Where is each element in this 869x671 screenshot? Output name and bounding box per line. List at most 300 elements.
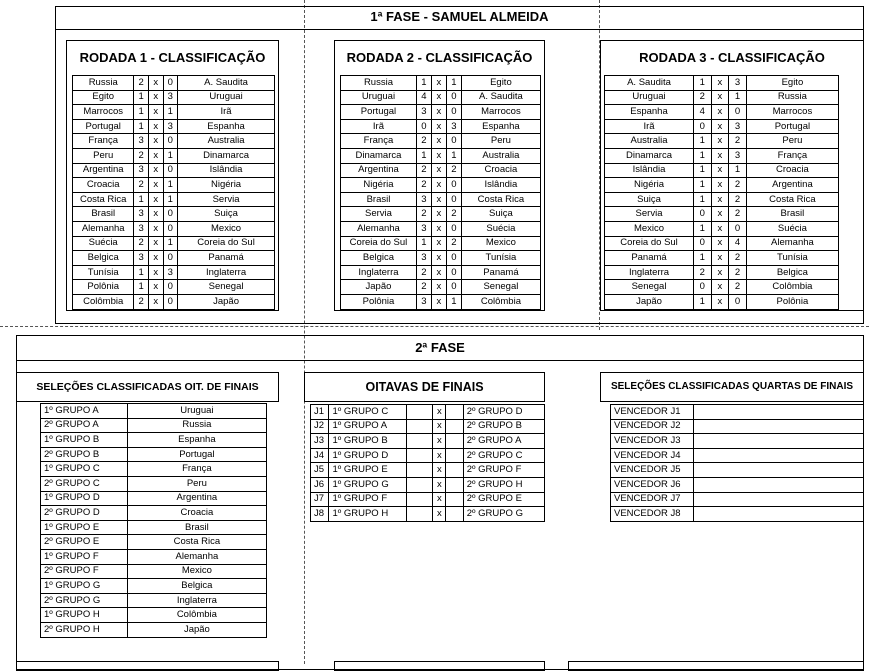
table-cell[interactable]: 2: [729, 251, 747, 266]
table-cell[interactable]: Egito: [746, 76, 838, 91]
table-cell[interactable]: 2º GRUPO E: [41, 535, 128, 550]
table-cell[interactable]: Islândia: [178, 163, 275, 178]
table-cell[interactable]: Colômbia: [73, 294, 134, 309]
table-cell[interactable]: [693, 463, 863, 478]
table-cell[interactable]: 3: [416, 251, 431, 266]
table-cell[interactable]: Japão: [178, 294, 275, 309]
table-cell[interactable]: 1: [694, 192, 712, 207]
table-cell[interactable]: x: [431, 251, 446, 266]
table-cell[interactable]: 2: [416, 280, 431, 295]
table-cell[interactable]: 2: [416, 207, 431, 222]
table-cell[interactable]: 1: [694, 134, 712, 149]
table-cell[interactable]: Suécia: [461, 221, 540, 236]
table-cell[interactable]: Tunísia: [73, 265, 134, 280]
table-cell[interactable]: Egito: [461, 76, 540, 91]
table-cell[interactable]: Dinamarca: [178, 148, 275, 163]
table-cell[interactable]: 0: [729, 105, 747, 120]
table-cell[interactable]: 2: [446, 236, 461, 251]
table-cell[interactable]: 2: [446, 163, 461, 178]
table-cell[interactable]: 3: [729, 148, 747, 163]
table-cell[interactable]: 1: [134, 105, 149, 120]
table-cell[interactable]: 1º GRUPO B: [41, 433, 128, 448]
table-cell[interactable]: Russia: [73, 76, 134, 91]
table-cell[interactable]: Espanha: [178, 119, 275, 134]
table-cell[interactable]: 1: [163, 236, 178, 251]
table-cell[interactable]: Egito: [73, 90, 134, 105]
table-cell[interactable]: Servia: [341, 207, 417, 222]
table-cell[interactable]: Argentina: [746, 178, 838, 193]
table-cell[interactable]: Croacia: [461, 163, 540, 178]
table-cell[interactable]: x: [148, 192, 163, 207]
table-cell[interactable]: Nigéria: [341, 178, 417, 193]
table-cell[interactable]: VENCEDOR J5: [611, 463, 694, 478]
table-cell[interactable]: Dinamarca: [341, 148, 417, 163]
table-cell[interactable]: 2º GRUPO F: [463, 463, 544, 478]
table-cell[interactable]: 3: [416, 192, 431, 207]
table-cell[interactable]: 3: [134, 207, 149, 222]
table-cell[interactable]: Argentina: [127, 491, 266, 506]
table-cell[interactable]: x: [431, 265, 446, 280]
table-cell[interactable]: Costa Rica: [746, 192, 838, 207]
table-cell[interactable]: 1º GRUPO H: [41, 608, 128, 623]
table-cell[interactable]: x: [148, 105, 163, 120]
table-cell[interactable]: 0: [163, 280, 178, 295]
table-cell[interactable]: 1º GRUPO G: [41, 579, 128, 594]
table-cell[interactable]: Panamá: [178, 251, 275, 266]
table-cell[interactable]: x: [431, 280, 446, 295]
table-cell[interactable]: 2: [446, 207, 461, 222]
table-cell[interactable]: Australia: [605, 134, 694, 149]
table-cell[interactable]: Espanha: [127, 433, 266, 448]
table-cell[interactable]: x: [433, 448, 446, 463]
table-cell[interactable]: 0: [163, 294, 178, 309]
table-cell[interactable]: 1: [134, 119, 149, 134]
table-cell[interactable]: 0: [163, 221, 178, 236]
table-cell[interactable]: 1: [446, 148, 461, 163]
table-cell[interactable]: [446, 434, 463, 449]
table-cell[interactable]: Argentina: [341, 163, 417, 178]
table-cell[interactable]: VENCEDOR J7: [611, 492, 694, 507]
table-cell[interactable]: x: [148, 76, 163, 91]
table-cell[interactable]: [446, 405, 463, 420]
table-cell[interactable]: x: [711, 134, 729, 149]
table-cell[interactable]: 2: [729, 178, 747, 193]
table-cell[interactable]: x: [431, 178, 446, 193]
table-cell[interactable]: [407, 507, 433, 522]
table-cell[interactable]: x: [433, 419, 446, 434]
table-cell[interactable]: Uruguai: [127, 404, 266, 419]
table-cell[interactable]: Brasil: [127, 520, 266, 535]
table-cell[interactable]: Alemanha: [127, 549, 266, 564]
table-cell[interactable]: 1º GRUPO F: [329, 492, 407, 507]
table-cell[interactable]: Suiça: [461, 207, 540, 222]
table-cell[interactable]: [693, 434, 863, 449]
table-cell[interactable]: 1º GRUPO E: [329, 463, 407, 478]
table-cell[interactable]: 2º GRUPO D: [41, 506, 128, 521]
table-cell[interactable]: x: [148, 207, 163, 222]
table-cell[interactable]: A. Saudita: [605, 76, 694, 91]
table-cell[interactable]: J6: [311, 477, 329, 492]
table-cell[interactable]: Belgica: [73, 251, 134, 266]
table-cell[interactable]: 2º GRUPO A: [463, 434, 544, 449]
table-cell[interactable]: Panamá: [461, 265, 540, 280]
table-cell[interactable]: Panamá: [605, 251, 694, 266]
table-cell[interactable]: x: [148, 178, 163, 193]
table-cell[interactable]: x: [148, 163, 163, 178]
table-cell[interactable]: x: [148, 90, 163, 105]
table-cell[interactable]: França: [341, 134, 417, 149]
table-cell[interactable]: 1º GRUPO A: [329, 419, 407, 434]
table-cell[interactable]: 2: [416, 178, 431, 193]
table-cell[interactable]: Suécia: [746, 221, 838, 236]
table-cell[interactable]: VENCEDOR J1: [611, 405, 694, 420]
table-cell[interactable]: 0: [729, 294, 747, 309]
table-cell[interactable]: 2: [134, 236, 149, 251]
table-cell[interactable]: Coreia do Sul: [341, 236, 417, 251]
table-cell[interactable]: Peru: [746, 134, 838, 149]
table-cell[interactable]: x: [711, 265, 729, 280]
table-cell[interactable]: 1: [416, 148, 431, 163]
table-cell[interactable]: [446, 419, 463, 434]
table-cell[interactable]: Croacia: [127, 506, 266, 521]
table-cell[interactable]: 3: [416, 294, 431, 309]
table-cell[interactable]: Costa Rica: [127, 535, 266, 550]
table-cell[interactable]: 1º GRUPO D: [41, 491, 128, 506]
table-cell[interactable]: x: [148, 294, 163, 309]
table-cell[interactable]: 0: [446, 105, 461, 120]
table-cell[interactable]: x: [148, 221, 163, 236]
table-cell[interactable]: 1: [134, 192, 149, 207]
table-cell[interactable]: x: [711, 221, 729, 236]
table-cell[interactable]: [693, 507, 863, 522]
table-cell[interactable]: x: [148, 119, 163, 134]
table-cell[interactable]: Islândia: [461, 178, 540, 193]
table-cell[interactable]: Dinamarca: [605, 148, 694, 163]
table-cell[interactable]: 2: [134, 148, 149, 163]
table-cell[interactable]: Australia: [461, 148, 540, 163]
table-cell[interactable]: [693, 405, 863, 420]
table-cell[interactable]: Irã: [341, 119, 417, 134]
table-cell[interactable]: 2: [134, 76, 149, 91]
table-cell[interactable]: Brasil: [746, 207, 838, 222]
table-cell[interactable]: Polônia: [73, 280, 134, 295]
table-cell[interactable]: 2: [134, 294, 149, 309]
table-cell[interactable]: [693, 477, 863, 492]
table-cell[interactable]: 4: [729, 236, 747, 251]
table-cell[interactable]: x: [433, 463, 446, 478]
table-cell[interactable]: 2: [729, 192, 747, 207]
table-cell[interactable]: Japão: [127, 622, 266, 637]
table-cell[interactable]: Inglaterra: [341, 265, 417, 280]
table-cell[interactable]: Peru: [461, 134, 540, 149]
table-cell[interactable]: 1º GRUPO H: [329, 507, 407, 522]
table-cell[interactable]: x: [711, 280, 729, 295]
table-cell[interactable]: Alemanha: [341, 221, 417, 236]
table-cell[interactable]: 1º GRUPO B: [329, 434, 407, 449]
table-cell[interactable]: 2º GRUPO B: [41, 447, 128, 462]
table-cell[interactable]: 3: [134, 134, 149, 149]
table-cell[interactable]: 1: [163, 105, 178, 120]
table-cell[interactable]: 0: [446, 90, 461, 105]
table-cell[interactable]: x: [148, 134, 163, 149]
table-cell[interactable]: 0: [163, 134, 178, 149]
table-cell[interactable]: x: [711, 178, 729, 193]
table-cell[interactable]: Inglaterra: [605, 265, 694, 280]
table-cell[interactable]: [446, 448, 463, 463]
table-cell[interactable]: x: [433, 507, 446, 522]
table-cell[interactable]: Russia: [746, 90, 838, 105]
table-cell[interactable]: Servia: [605, 207, 694, 222]
table-cell[interactable]: Marrocos: [461, 105, 540, 120]
table-cell[interactable]: 2º GRUPO C: [463, 448, 544, 463]
table-cell[interactable]: x: [711, 251, 729, 266]
table-cell[interactable]: 3: [134, 163, 149, 178]
table-cell[interactable]: Irã: [605, 119, 694, 134]
table-cell[interactable]: 1º GRUPO D: [329, 448, 407, 463]
table-cell[interactable]: Alemanha: [73, 221, 134, 236]
table-cell[interactable]: J2: [311, 419, 329, 434]
table-cell[interactable]: Croacia: [746, 163, 838, 178]
table-cell[interactable]: 0: [694, 119, 712, 134]
table-cell[interactable]: 0: [163, 251, 178, 266]
table-cell[interactable]: Belgica: [341, 251, 417, 266]
table-cell[interactable]: 3: [163, 119, 178, 134]
table-cell[interactable]: 2º GRUPO C: [41, 476, 128, 491]
table-cell[interactable]: x: [433, 477, 446, 492]
table-cell[interactable]: 1: [694, 76, 712, 91]
table-cell[interactable]: 0: [446, 251, 461, 266]
table-cell[interactable]: Marrocos: [73, 105, 134, 120]
table-cell[interactable]: 0: [163, 163, 178, 178]
table-cell[interactable]: x: [431, 221, 446, 236]
table-cell[interactable]: 0: [416, 119, 431, 134]
table-cell[interactable]: x: [431, 148, 446, 163]
table-cell[interactable]: Argentina: [73, 163, 134, 178]
table-cell[interactable]: 1º GRUPO A: [41, 404, 128, 419]
table-cell[interactable]: [693, 448, 863, 463]
table-cell[interactable]: Suiça: [605, 192, 694, 207]
table-cell[interactable]: 3: [134, 221, 149, 236]
table-cell[interactable]: Australia: [178, 134, 275, 149]
table-cell[interactable]: Senegal: [605, 280, 694, 295]
table-cell[interactable]: Brasil: [341, 192, 417, 207]
table-cell[interactable]: Nigéria: [605, 178, 694, 193]
table-cell[interactable]: 1: [134, 90, 149, 105]
table-cell[interactable]: x: [711, 76, 729, 91]
table-cell[interactable]: Inglaterra: [127, 593, 266, 608]
table-cell[interactable]: 1º GRUPO C: [41, 462, 128, 477]
table-cell[interactable]: 0: [446, 265, 461, 280]
table-cell[interactable]: x: [148, 280, 163, 295]
table-cell[interactable]: 0: [694, 236, 712, 251]
table-cell[interactable]: J7: [311, 492, 329, 507]
table-cell[interactable]: 3: [163, 90, 178, 105]
table-cell[interactable]: 2º GRUPO H: [41, 622, 128, 637]
table-cell[interactable]: 1: [134, 280, 149, 295]
table-cell[interactable]: x: [431, 105, 446, 120]
table-cell[interactable]: x: [433, 405, 446, 420]
table-cell[interactable]: 2: [729, 265, 747, 280]
table-cell[interactable]: Irã: [178, 105, 275, 120]
table-cell[interactable]: [693, 419, 863, 434]
table-cell[interactable]: 2º GRUPO A: [41, 418, 128, 433]
table-cell[interactable]: x: [148, 236, 163, 251]
table-cell[interactable]: x: [431, 192, 446, 207]
table-cell[interactable]: 3: [729, 119, 747, 134]
table-cell[interactable]: Tunísia: [461, 251, 540, 266]
table-cell[interactable]: 2: [416, 163, 431, 178]
table-cell[interactable]: Polônia: [746, 294, 838, 309]
table-cell[interactable]: x: [711, 192, 729, 207]
table-cell[interactable]: Colômbia: [746, 280, 838, 295]
table-cell[interactable]: Mexico: [605, 221, 694, 236]
table-cell[interactable]: Costa Rica: [73, 192, 134, 207]
table-cell[interactable]: 2º GRUPO D: [463, 405, 544, 420]
table-cell[interactable]: Portugal: [341, 105, 417, 120]
table-cell[interactable]: Colômbia: [127, 608, 266, 623]
table-cell[interactable]: Uruguai: [178, 90, 275, 105]
table-cell[interactable]: 1º GRUPO F: [41, 549, 128, 564]
table-cell[interactable]: 1: [694, 178, 712, 193]
table-cell[interactable]: x: [711, 148, 729, 163]
table-cell[interactable]: Servia: [178, 192, 275, 207]
table-cell[interactable]: 4: [694, 105, 712, 120]
table-cell[interactable]: Uruguai: [341, 90, 417, 105]
table-cell[interactable]: 1: [416, 236, 431, 251]
table-cell[interactable]: Uruguai: [605, 90, 694, 105]
table-cell[interactable]: Mexico: [178, 221, 275, 236]
table-cell[interactable]: x: [431, 294, 446, 309]
table-cell[interactable]: [407, 463, 433, 478]
table-cell[interactable]: [446, 477, 463, 492]
table-cell[interactable]: 2º GRUPO G: [41, 593, 128, 608]
table-cell[interactable]: 0: [446, 134, 461, 149]
table-cell[interactable]: 3: [416, 105, 431, 120]
table-cell[interactable]: 2: [694, 265, 712, 280]
table-cell[interactable]: x: [711, 207, 729, 222]
table-cell[interactable]: x: [431, 236, 446, 251]
table-cell[interactable]: [693, 492, 863, 507]
table-cell[interactable]: 0: [446, 192, 461, 207]
table-cell[interactable]: Costa Rica: [461, 192, 540, 207]
table-cell[interactable]: Espanha: [461, 119, 540, 134]
table-cell[interactable]: [407, 448, 433, 463]
table-cell[interactable]: Japão: [341, 280, 417, 295]
table-cell[interactable]: Coreia do Sul: [605, 236, 694, 251]
table-cell[interactable]: Senegal: [461, 280, 540, 295]
table-cell[interactable]: 2º GRUPO F: [41, 564, 128, 579]
table-cell[interactable]: 2: [729, 207, 747, 222]
table-cell[interactable]: 2: [694, 90, 712, 105]
table-cell[interactable]: Portugal: [746, 119, 838, 134]
table-cell[interactable]: Espanha: [605, 105, 694, 120]
table-cell[interactable]: 2º GRUPO E: [463, 492, 544, 507]
table-cell[interactable]: VENCEDOR J4: [611, 448, 694, 463]
table-cell[interactable]: J1: [311, 405, 329, 420]
table-cell[interactable]: França: [746, 148, 838, 163]
table-cell[interactable]: 2: [729, 134, 747, 149]
table-cell[interactable]: x: [711, 163, 729, 178]
table-cell[interactable]: 2º GRUPO G: [463, 507, 544, 522]
table-cell[interactable]: Mexico: [461, 236, 540, 251]
table-cell[interactable]: [407, 419, 433, 434]
table-cell[interactable]: 0: [163, 76, 178, 91]
table-cell[interactable]: Marrocos: [746, 105, 838, 120]
table-cell[interactable]: 1: [694, 148, 712, 163]
table-cell[interactable]: x: [431, 90, 446, 105]
table-cell[interactable]: Suiça: [178, 207, 275, 222]
table-cell[interactable]: x: [431, 163, 446, 178]
table-cell[interactable]: 3: [134, 251, 149, 266]
table-cell[interactable]: Coreia do Sul: [178, 236, 275, 251]
table-cell[interactable]: 1: [163, 148, 178, 163]
table-cell[interactable]: x: [148, 251, 163, 266]
table-cell[interactable]: 0: [729, 221, 747, 236]
table-cell[interactable]: França: [127, 462, 266, 477]
table-cell[interactable]: x: [433, 434, 446, 449]
table-cell[interactable]: França: [73, 134, 134, 149]
table-cell[interactable]: [407, 492, 433, 507]
table-cell[interactable]: 1º GRUPO G: [329, 477, 407, 492]
table-cell[interactable]: Nigéria: [178, 178, 275, 193]
table-cell[interactable]: 0: [446, 178, 461, 193]
table-cell[interactable]: [407, 434, 433, 449]
table-cell[interactable]: A. Saudita: [461, 90, 540, 105]
table-cell[interactable]: x: [431, 207, 446, 222]
table-cell[interactable]: 3: [446, 119, 461, 134]
table-cell[interactable]: 0: [694, 207, 712, 222]
table-cell[interactable]: VENCEDOR J6: [611, 477, 694, 492]
table-cell[interactable]: Japão: [605, 294, 694, 309]
table-cell[interactable]: Senegal: [178, 280, 275, 295]
table-cell[interactable]: J8: [311, 507, 329, 522]
table-cell[interactable]: Mexico: [127, 564, 266, 579]
table-cell[interactable]: J4: [311, 448, 329, 463]
table-cell[interactable]: 2: [416, 265, 431, 280]
table-cell[interactable]: Peru: [127, 476, 266, 491]
table-cell[interactable]: VENCEDOR J2: [611, 419, 694, 434]
table-cell[interactable]: x: [711, 105, 729, 120]
table-cell[interactable]: 2: [134, 178, 149, 193]
table-cell[interactable]: 3: [729, 76, 747, 91]
table-cell[interactable]: Brasil: [73, 207, 134, 222]
table-cell[interactable]: 1: [163, 178, 178, 193]
table-cell[interactable]: 1: [446, 294, 461, 309]
table-cell[interactable]: x: [431, 134, 446, 149]
table-cell[interactable]: x: [711, 90, 729, 105]
table-cell[interactable]: VENCEDOR J8: [611, 507, 694, 522]
table-cell[interactable]: 1: [729, 90, 747, 105]
table-cell[interactable]: 3: [416, 221, 431, 236]
table-cell[interactable]: x: [148, 265, 163, 280]
table-cell[interactable]: 0: [446, 221, 461, 236]
table-cell[interactable]: [446, 463, 463, 478]
table-cell[interactable]: Tunísia: [746, 251, 838, 266]
table-cell[interactable]: 0: [446, 280, 461, 295]
table-cell[interactable]: 2º GRUPO H: [463, 477, 544, 492]
table-cell[interactable]: Portugal: [127, 447, 266, 462]
table-cell[interactable]: x: [433, 492, 446, 507]
table-cell[interactable]: Russia: [127, 418, 266, 433]
table-cell[interactable]: 1: [694, 294, 712, 309]
table-cell[interactable]: 3: [163, 265, 178, 280]
table-cell[interactable]: 1: [694, 163, 712, 178]
table-cell[interactable]: 1: [694, 221, 712, 236]
table-cell[interactable]: 1º GRUPO C: [329, 405, 407, 420]
table-cell[interactable]: [407, 405, 433, 420]
table-cell[interactable]: Polônia: [341, 294, 417, 309]
table-cell[interactable]: 1º GRUPO E: [41, 520, 128, 535]
